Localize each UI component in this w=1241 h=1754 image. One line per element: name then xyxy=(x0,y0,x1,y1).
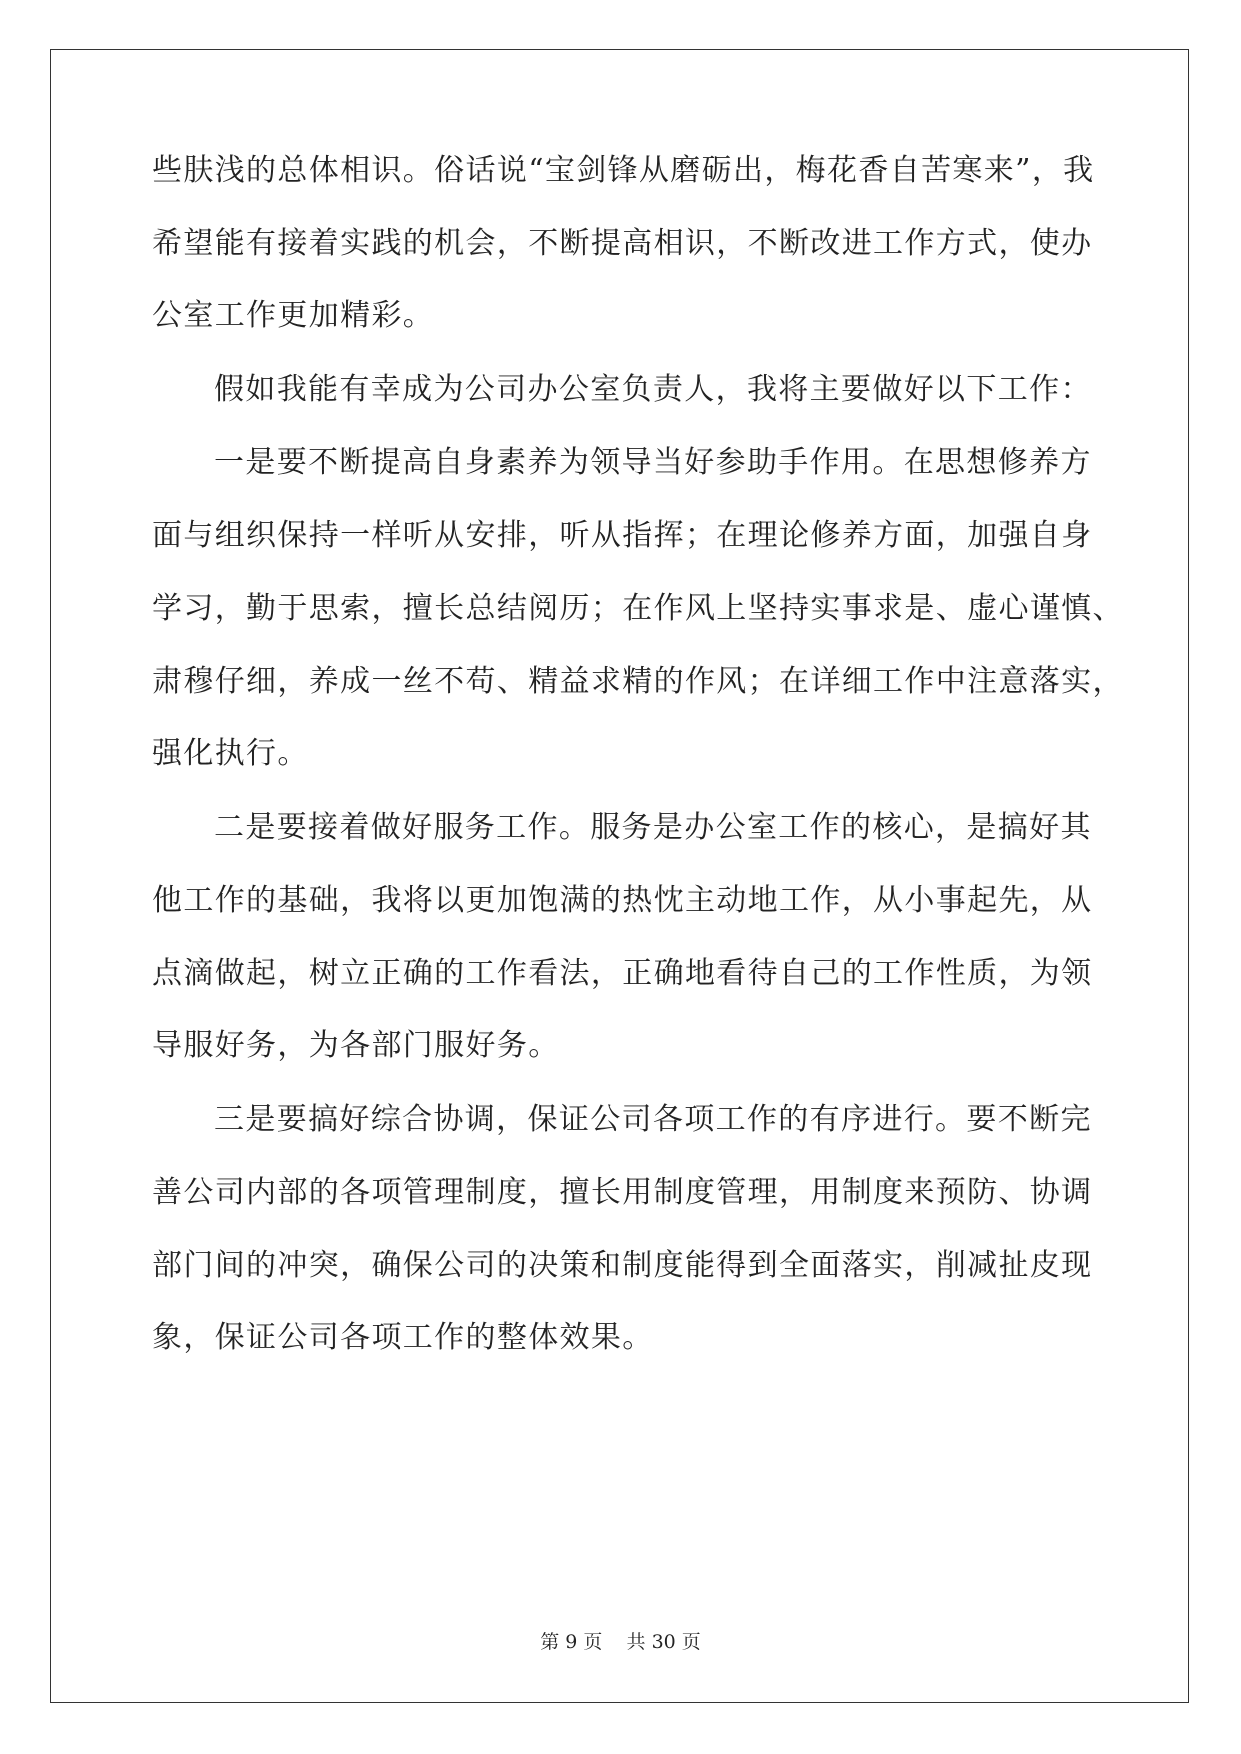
text-line: 学习，勤于思索，擅长总结阅历；在作风上坚持实事求是、虚心谨慎、 xyxy=(152,591,1124,626)
paragraph-first-line: 二是要接着做好服务工作。服务是办公室工作的核心，是搞好其 xyxy=(214,810,1092,845)
text-line: 象，保证公司各项工作的整体效果。 xyxy=(152,1320,654,1355)
text-line: 公室工作更加精彩。 xyxy=(152,298,435,333)
page-number-footer: 第 9 页 共 30 页 xyxy=(540,1631,701,1653)
paragraph-first-line: 一是要不断提高自身素养为领导当好参助手作用。在思想修养方 xyxy=(214,445,1092,480)
text-line: 善公司内部的各项管理制度，擅长用制度管理，用制度来预防、协调 xyxy=(152,1175,1093,1210)
text-line: 导服好务，为各部门服好务。 xyxy=(152,1028,560,1063)
text-line: 肃穆仔细，养成一丝不苟、精益求精的作风；在详细工作中注意落实， xyxy=(152,664,1124,699)
text-line: 部门间的冲突，确保公司的决策和制度能得到全面落实，削减扯皮现 xyxy=(152,1248,1093,1283)
text-line: 些肤浅的总体相识。俗话说“宝剑锋从磨砺出，梅花香自苦寒来”，我 xyxy=(152,153,1095,188)
text-line: 点滴做起，树立正确的工作看法，正确地看待自己的工作性质，为领 xyxy=(152,956,1093,991)
text-line: 面与组织保持一样听从安排，听从指挥；在理论修养方面，加强自身 xyxy=(152,518,1093,553)
text-line: 希望能有接着实践的机会，不断提高相识，不断改进工作方式，使办 xyxy=(152,226,1093,261)
text-line: 强化执行。 xyxy=(152,736,309,771)
paragraph-first-line: 三是要搞好综合协调，保证公司各项工作的有序进行。要不断完 xyxy=(214,1102,1092,1137)
text-line: 他工作的基础，我将以更加饱满的热忱主动地工作，从小事起先，从 xyxy=(152,883,1093,918)
paragraph-first-line: 假如我能有幸成为公司办公室负责人，我将主要做好以下工作： xyxy=(214,372,1092,407)
